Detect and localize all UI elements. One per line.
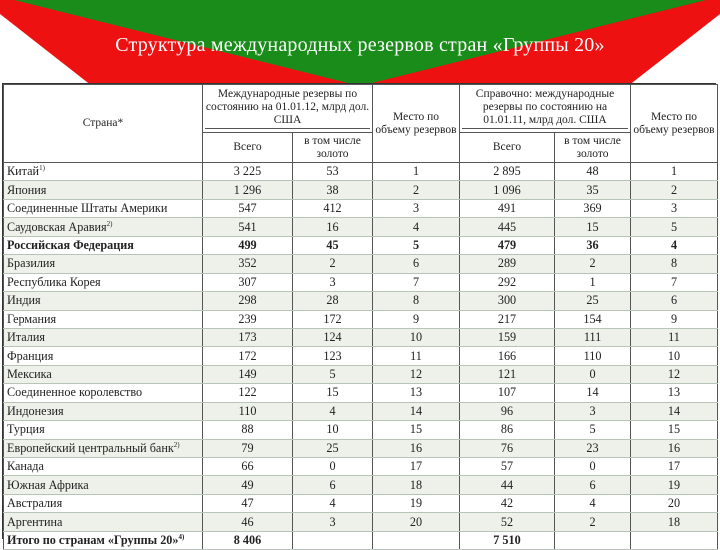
cell-gold: 28 [293, 292, 373, 310]
table-row [4, 384, 718, 402]
country-name: Турция [7, 422, 45, 437]
cell-rank: 16 [373, 439, 460, 457]
cell-gold: 15 [293, 384, 373, 402]
table-row [4, 494, 718, 512]
footnote-marker: 2) [173, 440, 180, 449]
reserves-table [3, 84, 718, 550]
header-reference-2011 [460, 85, 631, 133]
cell-total: 298 [203, 292, 293, 310]
cell-total-prev: 292 [460, 273, 555, 291]
cell-country [4, 439, 203, 457]
cell-total-prev-sum: 7 510 [460, 531, 555, 549]
cell-rank-prev: 14 [631, 402, 718, 420]
cell-total: 149 [203, 365, 293, 383]
country-name: Италия [7, 330, 46, 345]
cell-country [4, 458, 203, 476]
cell-gold: 10 [293, 421, 373, 439]
country-name: Франция [7, 348, 54, 363]
header-gold: в том числе золото [293, 133, 373, 163]
header-rank-2012: Место по объему резервов [373, 85, 460, 163]
cell-total-prev: 76 [460, 439, 555, 457]
cell-total: 239 [203, 310, 293, 328]
cell-total: 3 225 [203, 163, 293, 181]
country-name: Соединенное королевство [7, 385, 143, 400]
cell-total-prev: 1 096 [460, 181, 555, 199]
cell-country [4, 292, 203, 310]
cell-rank: 2 [373, 181, 460, 199]
cell-rank: 17 [373, 458, 460, 476]
cell-total: 88 [203, 421, 293, 439]
table-row [4, 199, 718, 217]
cell-gold: 124 [293, 328, 373, 346]
table-row [4, 236, 718, 254]
cell-gold-prev: 6 [555, 476, 631, 494]
cell-total: 1 296 [203, 181, 293, 199]
cell-total-prev: 52 [460, 513, 555, 531]
reserves-table-container [2, 83, 716, 547]
cell-total-prev: 57 [460, 458, 555, 476]
cell-rank-prev: 19 [631, 476, 718, 494]
header-country: Страна* [4, 85, 203, 163]
cell-total-prev: 166 [460, 347, 555, 365]
total-row [4, 531, 718, 549]
cell-country [4, 328, 203, 346]
table-row [4, 273, 718, 291]
country-name: Германия [7, 311, 57, 326]
cell-total-prev: 479 [460, 236, 555, 254]
header-total: Всего [203, 133, 293, 163]
country-name: Мексика [7, 367, 52, 382]
cell-total: 173 [203, 328, 293, 346]
table-row [4, 218, 718, 236]
cell-country [4, 476, 203, 494]
cell-total: 122 [203, 384, 293, 402]
cell-rank-prev: 11 [631, 328, 718, 346]
cell-total-prev: 159 [460, 328, 555, 346]
cell-gold-prev: 110 [555, 347, 631, 365]
table-row [4, 402, 718, 420]
cell-country [4, 273, 203, 291]
cell-gold-prev: 25 [555, 292, 631, 310]
table-body [4, 163, 718, 550]
cell-rank-prev: 1 [631, 163, 718, 181]
country-name: Австралия [7, 496, 63, 511]
cell-rank: 20 [373, 513, 460, 531]
table-row [4, 255, 718, 273]
cell-empty [631, 531, 718, 549]
table-row [4, 439, 718, 457]
cell-total-prev: 289 [460, 255, 555, 273]
cell-gold-prev: 35 [555, 181, 631, 199]
cell-gold-prev: 0 [555, 458, 631, 476]
cell-rank-prev: 12 [631, 365, 718, 383]
cell-total-prev: 491 [460, 199, 555, 217]
cell-total: 307 [203, 273, 293, 291]
cell-total: 79 [203, 439, 293, 457]
cell-gold: 123 [293, 347, 373, 365]
cell-gold: 4 [293, 494, 373, 512]
cell-gold: 4 [293, 402, 373, 420]
cell-rank: 8 [373, 292, 460, 310]
cell-total: 66 [203, 458, 293, 476]
cell-rank: 7 [373, 273, 460, 291]
cell-country [4, 513, 203, 531]
cell-total-prev: 217 [460, 310, 555, 328]
cell-gold-prev: 23 [555, 439, 631, 457]
cell-rank-prev: 8 [631, 255, 718, 273]
cell-rank: 11 [373, 347, 460, 365]
table-row [4, 421, 718, 439]
cell-country [4, 199, 203, 217]
table-row [4, 163, 718, 181]
header-gold-2011: в том числе золото [555, 133, 631, 163]
cell-rank: 14 [373, 402, 460, 420]
cell-empty [555, 531, 631, 549]
cell-gold-prev: 48 [555, 163, 631, 181]
table-row [4, 292, 718, 310]
cell-gold: 172 [293, 310, 373, 328]
country-name: Китай [7, 164, 40, 179]
cell-rank: 5 [373, 236, 460, 254]
cell-rank-prev: 18 [631, 513, 718, 531]
cell-gold-prev: 36 [555, 236, 631, 254]
cell-total: 541 [203, 218, 293, 236]
cell-total: 110 [203, 402, 293, 420]
cell-rank: 13 [373, 384, 460, 402]
cell-gold: 16 [293, 218, 373, 236]
country-name: Бразилия [7, 256, 56, 271]
page-title: Структура международных резервов стран «Группы 20» [115, 34, 605, 56]
cell-total-prev: 107 [460, 384, 555, 402]
cell-rank-prev: 17 [631, 458, 718, 476]
cell-rank-prev: 7 [631, 273, 718, 291]
country-name: Республика Корея [7, 274, 101, 289]
table-row [4, 310, 718, 328]
cell-total: 499 [203, 236, 293, 254]
total-label: Итого по странам «Группы 20» [7, 533, 179, 547]
cell-rank: 15 [373, 421, 460, 439]
cell-gold-prev: 111 [555, 328, 631, 346]
table-row [4, 458, 718, 476]
country-name: Аргентина [7, 514, 63, 529]
country-name: Канада [7, 459, 44, 474]
footnote-marker: 1) [39, 164, 45, 173]
cell-total: 352 [203, 255, 293, 273]
cell-total-prev: 86 [460, 421, 555, 439]
cell-rank-prev: 9 [631, 310, 718, 328]
cell-gold: 3 [293, 273, 373, 291]
cell-rank: 19 [373, 494, 460, 512]
cell-country [4, 347, 203, 365]
cell-rank: 1 [373, 163, 460, 181]
country-name: Российская Федерация [7, 237, 134, 252]
cell-country [4, 181, 203, 199]
table-row [4, 328, 718, 346]
cell-total-prev: 445 [460, 218, 555, 236]
cell-gold-prev: 369 [555, 199, 631, 217]
cell-gold: 53 [293, 163, 373, 181]
cell-gold: 6 [293, 476, 373, 494]
table-row [4, 347, 718, 365]
cell-total: 547 [203, 199, 293, 217]
cell-total: 46 [203, 513, 293, 531]
footnote-marker: 4) [178, 532, 185, 541]
cell-rank-prev: 13 [631, 384, 718, 402]
country-name: Индия [7, 293, 41, 308]
cell-country [4, 494, 203, 512]
cell-rank-prev: 5 [631, 218, 718, 236]
cell-rank-prev: 3 [631, 199, 718, 217]
country-name: Индонезия [7, 403, 64, 418]
cell-rank-prev: 15 [631, 421, 718, 439]
cell-gold: 5 [293, 365, 373, 383]
cell-country [4, 236, 203, 254]
cell-total-sum: 8 406 [203, 531, 293, 549]
cell-rank-prev: 6 [631, 292, 718, 310]
cell-rank: 9 [373, 310, 460, 328]
country-name: Европейский центральный банк [7, 440, 174, 455]
cell-gold-prev: 14 [555, 384, 631, 402]
cell-gold: 25 [293, 439, 373, 457]
cell-rank-prev: 2 [631, 181, 718, 199]
cell-gold-prev: 4 [555, 494, 631, 512]
cell-rank-prev: 16 [631, 439, 718, 457]
cell-gold-prev: 154 [555, 310, 631, 328]
cell-total: 49 [203, 476, 293, 494]
cell-total-prev: 300 [460, 292, 555, 310]
cell-gold: 2 [293, 255, 373, 273]
cell-country [4, 255, 203, 273]
header-total-2011: Всего [460, 133, 555, 163]
cell-gold-prev: 2 [555, 255, 631, 273]
cell-gold: 45 [293, 236, 373, 254]
cell-total-prev: 2 895 [460, 163, 555, 181]
cell-total-prev: 42 [460, 494, 555, 512]
cell-gold-prev: 3 [555, 402, 631, 420]
cell-total: 172 [203, 347, 293, 365]
header-reference-2011-text: Справочно: международные резервы по состоянию на 01.01.11, млрд дол. США [462, 88, 628, 129]
cell-gold: 412 [293, 199, 373, 217]
title-banner [0, 0, 720, 86]
cell-total: 47 [203, 494, 293, 512]
country-name: Соединенные Штаты Америки [7, 201, 168, 216]
cell-total-prev: 121 [460, 365, 555, 383]
cell-rank: 18 [373, 476, 460, 494]
cell-country [4, 310, 203, 328]
cell-rank-prev: 20 [631, 494, 718, 512]
cell-gold-prev: 15 [555, 218, 631, 236]
cell-rank: 12 [373, 365, 460, 383]
cell-total-label [4, 531, 203, 549]
table-row [4, 513, 718, 531]
cell-rank: 4 [373, 218, 460, 236]
cell-gold-prev: 5 [555, 421, 631, 439]
cell-empty [373, 531, 460, 549]
cell-gold-prev: 1 [555, 273, 631, 291]
cell-country [4, 365, 203, 383]
cell-gold: 3 [293, 513, 373, 531]
header-reserves-2012-text: Международные резервы по состоянию на 01.01.12, млрд дол. США [205, 88, 370, 129]
cell-country [4, 163, 203, 181]
cell-gold-prev: 0 [555, 365, 631, 383]
country-name: Япония [7, 182, 47, 197]
cell-rank: 10 [373, 328, 460, 346]
cell-rank: 3 [373, 199, 460, 217]
header-reserves-2012 [203, 85, 373, 133]
cell-rank: 6 [373, 255, 460, 273]
table-row [4, 476, 718, 494]
table-row [4, 365, 718, 383]
cell-country [4, 421, 203, 439]
cell-gold: 0 [293, 458, 373, 476]
footnote-marker: 2) [106, 219, 113, 228]
cell-gold-prev: 2 [555, 513, 631, 531]
cell-total-prev: 44 [460, 476, 555, 494]
country-name: Саудовская Аравия [7, 219, 107, 234]
cell-empty [293, 531, 373, 549]
cell-country [4, 218, 203, 236]
country-name: Южная Африка [7, 477, 89, 492]
cell-country [4, 384, 203, 402]
cell-country [4, 402, 203, 420]
cell-rank-prev: 4 [631, 236, 718, 254]
cell-total-prev: 96 [460, 402, 555, 420]
cell-gold: 38 [293, 181, 373, 199]
cell-rank-prev: 10 [631, 347, 718, 365]
table-row [4, 181, 718, 199]
header-rank-2011: Место по объему резервов [631, 85, 718, 163]
